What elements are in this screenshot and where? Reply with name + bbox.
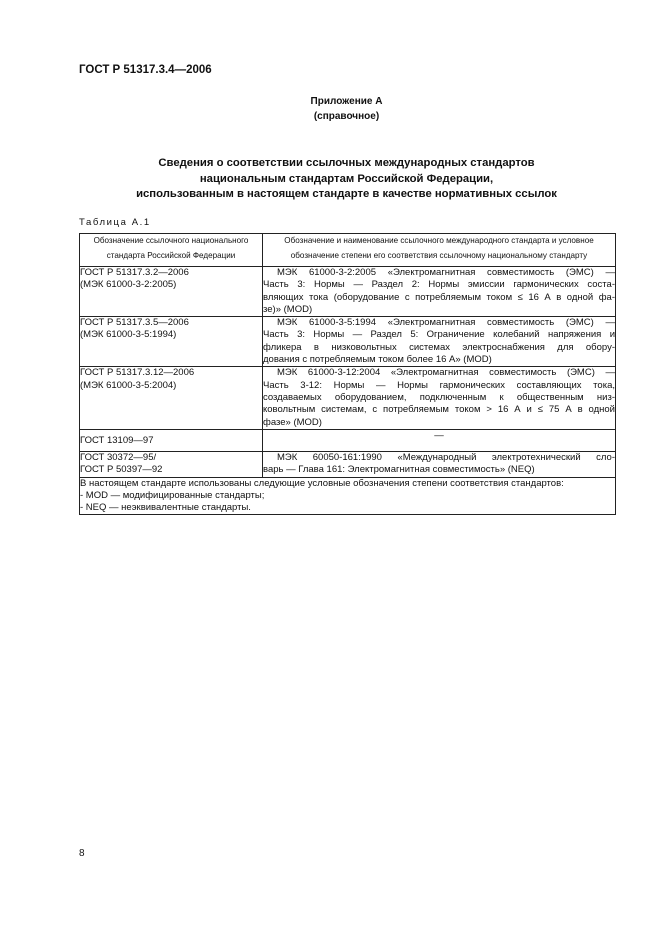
international-standard-cell xyxy=(263,267,616,317)
international-standard-line: фазе» (MOD) xyxy=(263,416,322,428)
international-standard-line: МЭК 61000-3-5:1994 «Электромагнитная совместимость (ЭМС) — xyxy=(277,317,615,329)
table-note-row xyxy=(80,477,616,514)
national-standard-line: ГОСТ Р 51317.3.2—2006 xyxy=(80,267,189,278)
international-standard-line: вляющих тока (оборудование с потребляемым током ≤ 16 А в одной фа- xyxy=(263,291,615,303)
national-standard-line: (МЭК 61000-3-5:2004) xyxy=(80,379,177,391)
header-line: Обозначение и наименование ссылочного международного стандарта и условное xyxy=(284,236,594,245)
national-standard-cell xyxy=(80,267,263,317)
international-standard-line: ковольтным системам, с потребляемым током > 16 А и ≤ 75 А в одной xyxy=(263,404,615,416)
note-line: - MOD — модифицированные стандарты; xyxy=(80,489,265,501)
international-standard-cell xyxy=(263,317,616,367)
title-line: Сведения о соответствии ссылочных международных стандартов xyxy=(158,157,535,169)
header-international-standard xyxy=(263,234,616,267)
national-standard-line: (МЭК 61000-3-5:1994) xyxy=(80,329,177,341)
international-standard-cell xyxy=(263,429,616,451)
national-standard-line: (МЭК 61000-3-2:2005) xyxy=(80,279,177,291)
table-row xyxy=(80,452,616,478)
title-line: национальным стандартам Российской Федерации, xyxy=(199,172,494,185)
appendix-type: (справочное) xyxy=(313,111,380,122)
header-line: Обозначение ссылочного национального xyxy=(93,236,249,245)
international-standard-line: МЭК 61000-3-2:2005 «Электромагнитная совместимость (ЭМС) — xyxy=(277,267,615,278)
table-label: Таблица А.1 xyxy=(79,217,151,228)
document-header: ГОСТ Р 51317.3.4—2006 xyxy=(79,64,212,76)
international-standard-line: Часть 3: Нормы — Раздел 2: Нормы эмиссии гармонических соста- xyxy=(263,279,615,291)
table-row xyxy=(80,267,616,317)
international-standard-line: Часть 3-12: Нормы — Нормы гармонических составляющих тока, xyxy=(263,379,615,391)
national-standard-line: ГОСТ Р 51317.3.5—2006 xyxy=(80,317,189,329)
international-standard-line: МЭК 60050-161:1990 «Международный электротехнический сло- xyxy=(277,452,615,464)
national-standard-cell xyxy=(80,367,263,429)
international-standard-line: МЭК 61000-3-12:2004 «Электромагнитная совместимость (ЭМС) — xyxy=(277,367,615,379)
note-line: В настоящем стандарте использованы следующие условные обозначения степени соответствия стандартов: xyxy=(80,477,564,489)
table-row xyxy=(80,317,616,367)
no-equivalent-dash: — xyxy=(434,429,444,441)
note-line: - NEQ — неэквивалентные стандарты. xyxy=(80,501,251,513)
national-standard-line: ГОСТ Р 50397—92 xyxy=(80,464,163,476)
table-row xyxy=(80,367,616,429)
international-standard-line: создаваемых оборудованием, подключенным к общественным низ- xyxy=(263,391,615,403)
title-line: использованным в настоящем стандарте в качестве нормативных ссылок xyxy=(136,188,557,200)
international-standard-cell xyxy=(263,452,616,478)
national-standard-line: ГОСТ 13109—97 xyxy=(80,434,154,446)
standards-table xyxy=(79,233,616,515)
page-number: 8 xyxy=(79,848,85,859)
national-standard-line: ГОСТ Р 51317.3.12—2006 xyxy=(80,367,195,379)
appendix-label: Приложение А xyxy=(310,96,383,107)
national-standard-line: ГОСТ 30372—95/ xyxy=(80,452,157,464)
table-row xyxy=(80,429,616,451)
international-standard-line: Часть 3: Нормы — Раздел 5: Ограничение колебаний напряжения и xyxy=(263,329,615,341)
table-note xyxy=(80,477,616,514)
international-standard-line: зе)» (MOD) xyxy=(263,303,313,315)
section-title xyxy=(79,156,614,203)
header-line: обозначение степени его соответствия ссылочному национальному стандарту xyxy=(290,250,588,260)
header-line: стандарта Российской Федерации xyxy=(106,250,236,260)
international-standard-line: фликера в низковольтных системах электроснабжения для обору- xyxy=(263,341,615,353)
header-national-standard xyxy=(80,234,263,267)
international-standard-line: варь — Глава 161: Электромагнитная совместимость» (NEQ) xyxy=(263,464,535,476)
national-standard-cell xyxy=(80,429,263,451)
international-standard-cell xyxy=(263,367,616,429)
international-standard-line: дования с потребляемым током более 16 А» (MOD) xyxy=(263,354,492,366)
national-standard-cell xyxy=(80,452,263,478)
national-standard-cell xyxy=(80,317,263,367)
table-header-row xyxy=(80,234,616,267)
appendix-heading xyxy=(79,94,614,124)
